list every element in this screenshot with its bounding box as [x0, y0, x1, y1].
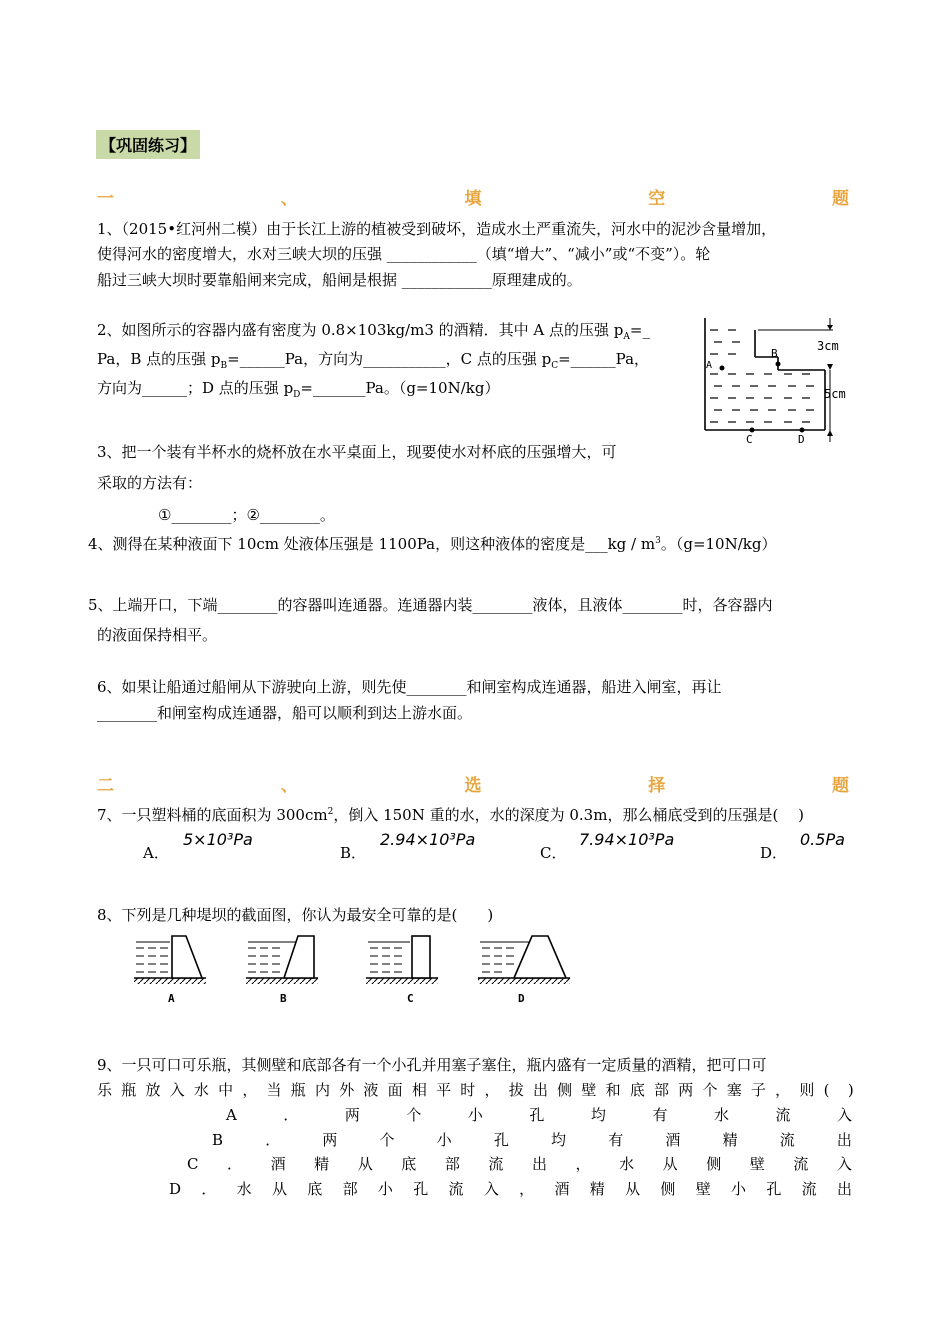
q9-option-b[interactable]: [212, 1133, 852, 1148]
q2-line3: [97, 379, 500, 400]
q9-line2-char: 侧: [557, 1081, 573, 1099]
q9-line2-char: 塞: [726, 1081, 742, 1099]
q6-line1: 6、如果让船通过船闸从下游驶向上游，则先使________和闸室构成连通器，船进入闸室，再让: [97, 678, 722, 696]
q9-line2-char: 出: [532, 1081, 548, 1099]
q2-sub-d: D: [293, 390, 301, 400]
heading1-char: 题: [832, 189, 849, 209]
q9-option-b-char: B: [212, 1131, 224, 1149]
q9-option-c-char: 部: [444, 1155, 460, 1173]
heading1-char: 、: [280, 189, 298, 209]
q9-option-c-char: 水: [619, 1155, 635, 1173]
q9-line2-char: 入: [169, 1081, 185, 1099]
q9-option-c-char: 壁: [749, 1155, 765, 1173]
dam-a-label: A: [168, 992, 175, 1005]
q9-option-b-char: 均: [551, 1131, 567, 1149]
dimension-3cm: 3cm: [817, 339, 839, 353]
q9-option-d-char: 精: [589, 1180, 605, 1198]
q9-option-a-char: 流: [775, 1106, 791, 1124]
q9-line2-char: 个: [702, 1081, 718, 1099]
q9-option-a-char: 水: [713, 1106, 729, 1124]
q9-option-b-char: 孔: [493, 1131, 509, 1149]
q9-line2-char: 平: [436, 1081, 452, 1099]
q9-option-a-char: 小: [467, 1106, 483, 1124]
point-d-label: D: [798, 433, 805, 446]
q7-option-a-letter[interactable]: A．: [143, 844, 169, 862]
q9-line2-char: 则: [799, 1081, 815, 1099]
q9-option-c-char: ，: [575, 1155, 591, 1173]
dam-d-label: D: [518, 992, 525, 1005]
q9-option-d-char: 部: [342, 1180, 358, 1198]
q9-line2-char: 时: [460, 1081, 476, 1099]
q9-line2-char: 液: [363, 1081, 379, 1099]
heading2-char: 择: [648, 776, 666, 796]
q9-option-d-char: 出: [836, 1180, 852, 1198]
q9-line2-char: ，: [484, 1081, 500, 1099]
q9-option-d-char: 小: [731, 1180, 747, 1198]
q9-option-a-char: 两: [344, 1106, 360, 1124]
q2-sub-a: A: [623, 332, 630, 342]
q9-option-d-char: 侧: [660, 1180, 676, 1198]
q9-line2-char: 和: [605, 1081, 621, 1099]
point-d-dot: [800, 428, 805, 433]
q9-option-b-char: 个: [379, 1131, 395, 1149]
q9-option-d-char: 酒: [554, 1180, 570, 1198]
q9-option-d-char: ，: [519, 1180, 535, 1198]
q9-option-b-char: 酒: [665, 1131, 681, 1149]
point-c-label: C: [746, 433, 753, 446]
heading2-char: 题: [832, 776, 849, 796]
q9-line2-char: 乐: [97, 1081, 113, 1099]
q9-option-a-char: 均: [590, 1106, 606, 1124]
q7-end: ，倒入 150N 重的水，水的深度为 0.3m，那么桶底受到的压强是( ): [333, 806, 804, 824]
heading1-char: 一: [97, 189, 114, 209]
point-b-dot: [776, 362, 781, 367]
q2-line1-end: =_: [629, 321, 650, 339]
q9-option-a-char: ．: [283, 1106, 299, 1124]
q9-option-b-char: ．: [265, 1131, 281, 1149]
q9-option-c-char: 流: [793, 1155, 809, 1173]
q3-line1: 3、把一个装有半杯水的烧杯放在水平桌面上，现要使水对杯底的压强增大，可: [97, 443, 617, 461]
q9-option-c-char: 精: [314, 1155, 330, 1173]
q7-option-c-letter[interactable]: C．: [540, 844, 567, 862]
point-b-label: B: [771, 347, 778, 360]
q2-line3-text: 方向为______；D 点的压强 p: [97, 379, 294, 397]
section-heading-choice: [97, 771, 849, 796]
q9-option-c-char: 入: [836, 1155, 852, 1173]
container-figure: [700, 312, 860, 447]
q7-option-b-letter[interactable]: B．: [340, 844, 367, 862]
q9-line2-char: ): [847, 1081, 854, 1099]
q9-option-a-char: A: [226, 1106, 237, 1124]
q9-option-d[interactable]: [169, 1182, 852, 1197]
q9-option-a-char: 入: [836, 1106, 852, 1124]
q9-option-c-char: 出: [531, 1155, 547, 1173]
q9-line2-char: 外: [339, 1081, 355, 1099]
q2-sub-b: B: [220, 361, 228, 371]
q9-option-c-char: C: [187, 1155, 199, 1173]
q9-line2-char: 面: [387, 1081, 403, 1099]
q9-option-c-char: 酒: [270, 1155, 286, 1173]
q3-line3: ①________；②________。: [158, 506, 335, 524]
section-heading-fill-blank: [97, 184, 849, 209]
dam-a-figure: [134, 936, 206, 984]
q9-line2-char: 拔: [508, 1081, 524, 1099]
q9-option-d-char: 入: [483, 1180, 499, 1198]
q2-line1-text: 2、如图所示的容器内盛有密度为 0.8×103kg/m3 的酒精．其中 A 点的压强 p: [97, 321, 624, 339]
dam-d-figure: [478, 936, 570, 984]
q2-line1: [97, 321, 650, 342]
dam-figures: [134, 928, 584, 1008]
q9-option-d-char: 从: [271, 1180, 287, 1198]
q7-line: [97, 808, 804, 823]
q9-option-d-char: 流: [801, 1180, 817, 1198]
q9-option-c-char: 底: [401, 1155, 417, 1173]
dam-c-label: C: [407, 992, 414, 1005]
q2-line2-text: Pa，B 点的压强 p: [97, 350, 221, 368]
heading2-char: 选: [464, 776, 482, 796]
dam-b-figure: [246, 936, 318, 984]
q9-line2-char: ，: [775, 1081, 791, 1099]
q9-line2-char: 壁: [581, 1081, 597, 1099]
heading2-char: 二: [97, 776, 114, 796]
heading2-char: 、: [280, 776, 298, 796]
q8-line: 8、下列是几种堤坝的截面图，你认为最安全可靠的是( ): [97, 906, 494, 924]
q7-option-c-value: 7.94×10³Pa: [579, 830, 675, 849]
q7-text: 7、一只塑料桶的底面积为 300cm: [97, 806, 328, 824]
point-a-label: A: [706, 360, 713, 371]
q9-line2-char: ，: [242, 1081, 258, 1099]
q7-option-b-value: 2.94×10³Pa: [380, 830, 476, 849]
q2-sub-c: C: [551, 361, 559, 371]
q9-option-d-char: D: [169, 1180, 182, 1198]
q7-option-d-letter[interactable]: D．: [760, 844, 788, 862]
q9-line2: [97, 1083, 854, 1098]
point-c-dot: [750, 428, 755, 433]
heading1-char: 空: [648, 189, 666, 209]
dam-b-label: B: [280, 992, 287, 1005]
q9-line2-char: 水: [193, 1081, 209, 1099]
q6-line2: ________和闸室构成连通器，船可以顺利到达上游水面。: [97, 704, 473, 722]
q3-line2: 采取的方法有：: [97, 474, 203, 492]
q9-option-c-char: 从: [357, 1155, 373, 1173]
dimension-5cm: 5cm: [824, 387, 846, 401]
q7-sup: 2: [327, 807, 334, 817]
q9-line2-char: 底: [629, 1081, 645, 1099]
q9-option-d-char: 壁: [695, 1180, 711, 1198]
q9-option-d-char: 底: [307, 1180, 323, 1198]
q7-option-a-value: 5×10³Pa: [183, 830, 253, 849]
q2-line2-mid: =______Pa，方向为___________，C 点的压强 p: [227, 350, 552, 368]
point-a-dot: [720, 366, 725, 371]
q9-line2-char: 部: [654, 1081, 670, 1099]
q4-text: 4、测得在某种液面下 10cm 处液体压强是 1100Pa，则这种液体的密度是___kg / m: [88, 535, 656, 553]
q9-option-d-char: 流: [448, 1180, 464, 1198]
q9-line2-char: 相: [411, 1081, 427, 1099]
q7-option-d-value: 0.5Pa: [800, 830, 845, 849]
q5-line2: 的液面保持相平。: [97, 626, 218, 644]
q9-option-b-char: 小: [436, 1131, 452, 1149]
q9-option-b-char: 精: [722, 1131, 738, 1149]
q9-line2-char: 子: [750, 1081, 766, 1099]
q4-sup: 3: [655, 536, 661, 546]
q2-line2: [97, 350, 650, 371]
section-tag: 【巩固练习】: [96, 130, 200, 159]
q9-line2-char: 瓶: [121, 1081, 137, 1099]
q9-option-b-char: 有: [608, 1131, 624, 1149]
q9-line2-char: 当: [266, 1081, 282, 1099]
heading1-char: 填: [464, 189, 482, 209]
q9-option-b-char: 出: [836, 1131, 852, 1149]
q5-line1: 5、上端开口，下端________的容器叫连通器。连通器内装________液体，且液体________时，各容器内: [88, 596, 773, 614]
q9-option-d-char: 孔: [413, 1180, 429, 1198]
q1-line2: 使得河水的密度增大，水对三峡大坝的压强 ____________（填“增大”、“减小”或“不变”）。轮: [97, 245, 711, 263]
q1-line3: 船过三峡大坝时要靠船闸来完成，船闸是根据 ____________原理建成的。: [97, 271, 582, 289]
q9-option-b-char: 流: [779, 1131, 795, 1149]
q4-end: 。（g=10N/kg）: [660, 535, 777, 553]
q9-line2-char: 放: [145, 1081, 161, 1099]
q9-option-c-char: 侧: [706, 1155, 722, 1173]
q9-option-d-char: 孔: [766, 1180, 782, 1198]
q9-line2-char: 中: [218, 1081, 234, 1099]
q2-line3-end: =_______Pa。（g=10N/kg）: [300, 379, 500, 397]
q2-line2-end: =______Pa，: [558, 350, 650, 368]
q9-option-b-char: 两: [322, 1131, 338, 1149]
q1-line1: 1、（2015•红河州二模）由于长江上游的植被受到破坏，造成水土严重流失，河水中的泥沙含量增加，: [97, 220, 777, 238]
q9-option-d-char: 小: [377, 1180, 393, 1198]
q9-line2-char: 两: [678, 1081, 694, 1099]
q9-line2-char: (: [823, 1081, 830, 1099]
q9-option-c-char: ．: [227, 1155, 243, 1173]
q9-line2-char: 内: [314, 1081, 330, 1099]
q9-option-a-char: 个: [406, 1106, 422, 1124]
q9-option-c-char: 流: [488, 1155, 504, 1173]
q9-option-c-char: 从: [662, 1155, 678, 1173]
q9-option-d-char: 水: [236, 1180, 252, 1198]
q9-option-c[interactable]: [187, 1157, 852, 1172]
q9-option-d-char: ．: [201, 1180, 217, 1198]
q9-line2-char: 瓶: [290, 1081, 306, 1099]
q9-line1: 9、一只可口可乐瓶，其侧壁和底部各有一个小孔并用塞子塞住，瓶内盛有一定质量的酒精，把可口可: [97, 1056, 767, 1074]
q9-option-a-char: 孔: [529, 1106, 545, 1124]
q9-option-a[interactable]: [226, 1108, 852, 1123]
q9-option-a-char: 有: [652, 1106, 668, 1124]
dam-c-figure: [366, 936, 438, 984]
q9-option-d-char: 从: [625, 1180, 641, 1198]
q4-line: [88, 537, 776, 552]
